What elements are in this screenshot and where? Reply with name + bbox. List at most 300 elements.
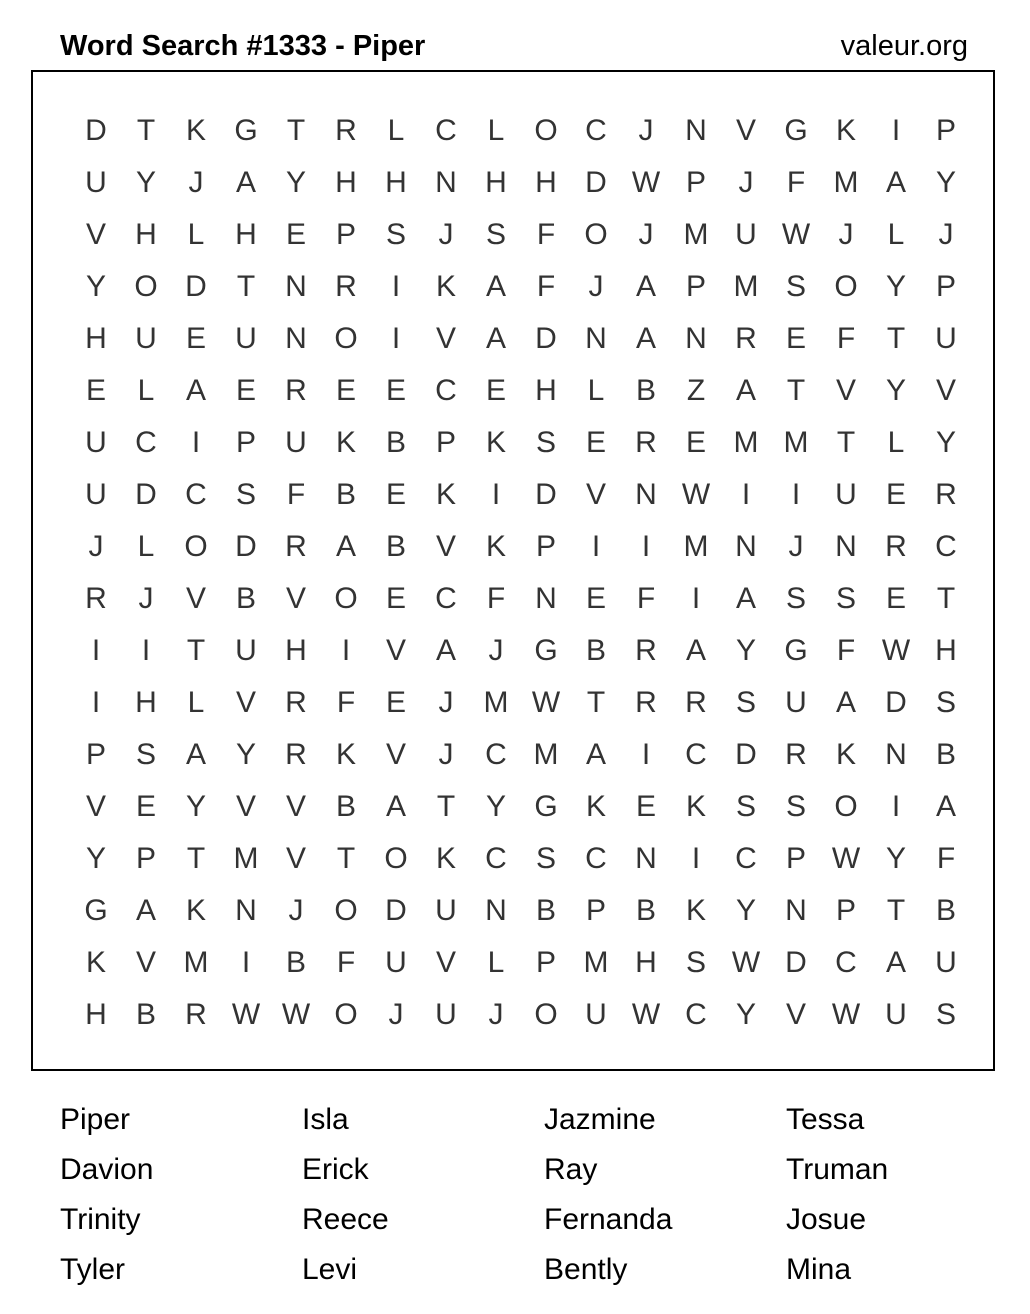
grid-cell[interactable]: I <box>641 738 651 771</box>
grid-cell[interactable]: B <box>585 634 606 667</box>
grid-cell[interactable]: C <box>585 842 607 875</box>
grid-cell[interactable]: K <box>435 478 456 511</box>
grid-cell[interactable]: R <box>935 478 957 511</box>
grid-cell[interactable]: D <box>135 478 157 511</box>
grid-cell[interactable]: P <box>85 738 106 771</box>
grid-cell[interactable]: L <box>137 530 155 563</box>
grid-cell[interactable]: Z <box>686 374 706 407</box>
grid-cell[interactable]: A <box>685 634 706 667</box>
grid-cell[interactable]: N <box>735 530 757 563</box>
grid-cell[interactable]: S <box>535 842 556 875</box>
grid-cell[interactable]: N <box>685 322 707 355</box>
grid-cell[interactable]: R <box>335 270 357 303</box>
grid-cell[interactable]: R <box>285 374 307 407</box>
grid-cell[interactable]: U <box>435 894 457 927</box>
grid-cell[interactable]: V <box>385 634 406 667</box>
grid-cell[interactable]: I <box>691 842 701 875</box>
grid-cell[interactable]: I <box>791 478 801 511</box>
grid-cell[interactable]: R <box>735 322 757 355</box>
grid-cell[interactable]: K <box>435 270 456 303</box>
grid-cell[interactable]: B <box>535 894 556 927</box>
grid-cell[interactable]: P <box>685 270 706 303</box>
grid-cell[interactable]: N <box>235 894 257 927</box>
grid-cell[interactable]: J <box>438 686 454 719</box>
grid-cell[interactable]: Y <box>735 634 756 667</box>
grid-cell[interactable]: E <box>335 374 356 407</box>
grid-cell[interactable]: J <box>438 218 454 251</box>
grid-cell[interactable]: O <box>584 218 608 251</box>
grid-cell[interactable]: Y <box>485 790 506 823</box>
grid-cell[interactable]: J <box>488 998 504 1031</box>
grid-cell[interactable]: F <box>536 270 556 303</box>
grid-cell[interactable]: I <box>91 634 101 667</box>
grid-cell[interactable]: M <box>833 166 859 199</box>
grid-cell[interactable]: F <box>936 842 956 875</box>
grid-cell[interactable]: P <box>235 426 256 459</box>
grid-cell[interactable]: E <box>385 686 406 719</box>
grid-cell[interactable]: O <box>534 998 558 1031</box>
grid-cell[interactable]: H <box>135 218 157 251</box>
grid-cell[interactable]: P <box>935 270 956 303</box>
grid-cell[interactable]: A <box>885 946 906 979</box>
grid-cell[interactable]: N <box>635 842 657 875</box>
grid-cell[interactable]: M <box>533 738 559 771</box>
grid-cell[interactable]: A <box>885 166 906 199</box>
grid-cell[interactable]: T <box>186 634 206 667</box>
grid-cell[interactable]: V <box>235 790 256 823</box>
grid-cell[interactable]: O <box>334 582 358 615</box>
grid-cell[interactable]: V <box>135 946 156 979</box>
grid-cell[interactable]: A <box>485 270 506 303</box>
grid-cell[interactable]: P <box>535 946 556 979</box>
grid-cell[interactable]: N <box>435 166 457 199</box>
grid-cell[interactable]: I <box>891 790 901 823</box>
grid-cell[interactable]: A <box>735 582 756 615</box>
grid-cell[interactable]: A <box>235 166 256 199</box>
grid-cell[interactable]: U <box>935 946 957 979</box>
grid-cell[interactable]: W <box>281 998 311 1031</box>
grid-cell[interactable]: L <box>487 946 505 979</box>
grid-cell[interactable]: J <box>88 530 104 563</box>
grid-cell[interactable]: B <box>935 894 956 927</box>
grid-cell[interactable]: U <box>735 218 757 251</box>
grid-cell[interactable]: U <box>235 634 257 667</box>
grid-cell[interactable]: G <box>84 894 108 927</box>
grid-cell[interactable]: K <box>485 530 506 563</box>
grid-cell[interactable]: K <box>835 114 856 147</box>
grid-cell[interactable]: U <box>85 166 107 199</box>
grid-cell[interactable]: B <box>385 530 406 563</box>
grid-cell[interactable]: S <box>385 218 406 251</box>
grid-cell[interactable]: M <box>583 946 609 979</box>
grid-cell[interactable]: K <box>185 894 206 927</box>
grid-cell[interactable]: R <box>185 998 207 1031</box>
grid-cell[interactable]: U <box>85 426 107 459</box>
grid-cell[interactable]: T <box>186 842 206 875</box>
grid-cell[interactable]: W <box>781 218 811 251</box>
grid-cell[interactable]: B <box>335 790 356 823</box>
grid-cell[interactable]: E <box>185 322 206 355</box>
grid-cell[interactable]: W <box>231 998 261 1031</box>
grid-cell[interactable]: Y <box>135 166 156 199</box>
grid-cell[interactable]: K <box>335 738 356 771</box>
grid-cell[interactable]: M <box>783 426 809 459</box>
grid-cell[interactable]: F <box>336 946 356 979</box>
grid-cell[interactable]: Y <box>935 426 956 459</box>
grid-cell[interactable]: C <box>735 842 757 875</box>
grid-cell[interactable]: I <box>191 426 201 459</box>
grid-cell[interactable]: G <box>234 114 258 147</box>
grid-cell[interactable]: P <box>335 218 356 251</box>
grid-cell[interactable]: Y <box>85 270 106 303</box>
grid-cell[interactable]: M <box>733 426 759 459</box>
grid-cell[interactable]: O <box>334 894 358 927</box>
grid-cell[interactable]: S <box>535 426 556 459</box>
grid-cell[interactable]: L <box>387 114 405 147</box>
grid-cell[interactable]: C <box>135 426 157 459</box>
grid-cell[interactable]: L <box>887 218 905 251</box>
grid-cell[interactable]: U <box>85 478 107 511</box>
grid-cell[interactable]: V <box>585 478 606 511</box>
grid-cell[interactable]: B <box>335 478 356 511</box>
grid-cell[interactable]: O <box>134 270 158 303</box>
grid-cell[interactable]: W <box>631 998 661 1031</box>
grid-cell[interactable]: J <box>138 582 154 615</box>
grid-cell[interactable]: J <box>438 738 454 771</box>
grid-cell[interactable]: F <box>486 582 506 615</box>
grid-cell[interactable]: W <box>881 634 911 667</box>
grid-cell[interactable]: S <box>735 686 756 719</box>
grid-cell[interactable]: A <box>185 738 206 771</box>
grid-cell[interactable]: I <box>391 322 401 355</box>
grid-cell[interactable]: K <box>185 114 206 147</box>
grid-cell[interactable]: J <box>638 114 654 147</box>
grid-cell[interactable]: O <box>334 322 358 355</box>
grid-cell[interactable]: V <box>785 998 806 1031</box>
grid-cell[interactable]: U <box>285 426 307 459</box>
grid-cell[interactable]: E <box>235 374 256 407</box>
grid-cell[interactable]: T <box>886 894 906 927</box>
grid-cell[interactable]: E <box>385 374 406 407</box>
grid-cell[interactable]: V <box>285 842 306 875</box>
grid-cell[interactable]: E <box>885 478 906 511</box>
grid-cell[interactable]: Y <box>735 998 756 1031</box>
grid-cell[interactable]: O <box>384 842 408 875</box>
grid-cell[interactable]: R <box>285 530 307 563</box>
grid-cell[interactable]: F <box>836 322 856 355</box>
grid-cell[interactable]: O <box>834 270 858 303</box>
grid-cell[interactable]: Y <box>735 894 756 927</box>
grid-cell[interactable]: P <box>435 426 456 459</box>
grid-cell[interactable]: L <box>187 218 205 251</box>
grid-cell[interactable]: F <box>336 686 356 719</box>
grid-cell[interactable]: D <box>535 322 557 355</box>
grid-cell[interactable]: I <box>141 634 151 667</box>
grid-cell[interactable]: J <box>788 530 804 563</box>
grid-cell[interactable]: K <box>85 946 106 979</box>
grid-cell[interactable]: W <box>681 478 711 511</box>
grid-cell[interactable]: U <box>785 686 807 719</box>
grid-cell[interactable]: K <box>435 842 456 875</box>
grid-cell[interactable]: C <box>185 478 207 511</box>
grid-cell[interactable]: I <box>491 478 501 511</box>
grid-cell[interactable]: L <box>487 114 505 147</box>
grid-cell[interactable]: T <box>436 790 456 823</box>
grid-cell[interactable]: I <box>241 946 251 979</box>
grid-cell[interactable]: V <box>735 114 756 147</box>
grid-cell[interactable]: U <box>585 998 607 1031</box>
grid-cell[interactable]: E <box>385 582 406 615</box>
grid-cell[interactable]: Y <box>185 790 206 823</box>
grid-cell[interactable]: C <box>435 582 457 615</box>
grid-cell[interactable]: L <box>137 374 155 407</box>
grid-cell[interactable]: K <box>485 426 506 459</box>
grid-cell[interactable]: D <box>785 946 807 979</box>
grid-cell[interactable]: B <box>385 426 406 459</box>
grid-cell[interactable]: B <box>235 582 256 615</box>
grid-cell[interactable]: A <box>635 322 656 355</box>
grid-cell[interactable]: M <box>683 530 709 563</box>
grid-cell[interactable]: I <box>741 478 751 511</box>
grid-cell[interactable]: V <box>185 582 206 615</box>
grid-cell[interactable]: H <box>485 166 507 199</box>
grid-cell[interactable]: S <box>835 582 856 615</box>
grid-cell[interactable]: S <box>485 218 506 251</box>
grid-cell[interactable]: N <box>535 582 557 615</box>
grid-cell[interactable]: E <box>285 218 306 251</box>
grid-cell[interactable]: R <box>785 738 807 771</box>
grid-cell[interactable]: N <box>585 322 607 355</box>
grid-cell[interactable]: F <box>286 478 306 511</box>
grid-cell[interactable]: M <box>183 946 209 979</box>
grid-cell[interactable]: S <box>135 738 156 771</box>
grid-cell[interactable]: N <box>685 114 707 147</box>
grid-cell[interactable]: W <box>631 166 661 199</box>
grid-cell[interactable]: V <box>435 946 456 979</box>
grid-cell[interactable]: L <box>887 426 905 459</box>
grid-cell[interactable]: J <box>838 218 854 251</box>
grid-cell[interactable]: O <box>334 998 358 1031</box>
grid-cell[interactable]: S <box>685 946 706 979</box>
grid-cell[interactable]: H <box>535 374 557 407</box>
grid-cell[interactable]: J <box>288 894 304 927</box>
grid-cell[interactable]: T <box>136 114 156 147</box>
grid-cell[interactable]: D <box>85 114 107 147</box>
grid-cell[interactable]: M <box>233 842 259 875</box>
grid-cell[interactable]: D <box>885 686 907 719</box>
grid-cell[interactable]: R <box>635 686 657 719</box>
grid-cell[interactable]: K <box>335 426 356 459</box>
grid-cell[interactable]: I <box>641 530 651 563</box>
grid-cell[interactable]: H <box>385 166 407 199</box>
grid-cell[interactable]: Y <box>885 842 906 875</box>
grid-cell[interactable]: N <box>885 738 907 771</box>
grid-cell[interactable]: T <box>936 582 956 615</box>
grid-cell[interactable]: J <box>638 218 654 251</box>
grid-cell[interactable]: E <box>635 790 656 823</box>
grid-cell[interactable]: G <box>784 114 808 147</box>
grid-cell[interactable]: V <box>435 322 456 355</box>
grid-cell[interactable]: H <box>335 166 357 199</box>
grid-cell[interactable]: A <box>835 686 856 719</box>
grid-cell[interactable]: N <box>485 894 507 927</box>
grid-cell[interactable]: V <box>285 790 306 823</box>
grid-cell[interactable]: T <box>886 322 906 355</box>
grid-cell[interactable]: T <box>236 270 256 303</box>
grid-cell[interactable]: V <box>235 686 256 719</box>
grid-cell[interactable]: H <box>85 998 107 1031</box>
grid-cell[interactable]: A <box>735 374 756 407</box>
grid-cell[interactable]: I <box>91 686 101 719</box>
grid-cell[interactable]: R <box>885 530 907 563</box>
grid-cell[interactable]: I <box>891 114 901 147</box>
grid-cell[interactable]: U <box>235 322 257 355</box>
grid-cell[interactable]: P <box>585 894 606 927</box>
grid-cell[interactable]: J <box>188 166 204 199</box>
grid-cell[interactable]: E <box>585 426 606 459</box>
grid-cell[interactable]: S <box>785 582 806 615</box>
grid-cell[interactable]: U <box>885 998 907 1031</box>
grid-cell[interactable]: M <box>683 218 709 251</box>
grid-cell[interactable]: R <box>335 114 357 147</box>
grid-cell[interactable]: A <box>635 270 656 303</box>
grid-cell[interactable]: E <box>585 582 606 615</box>
grid-cell[interactable]: K <box>685 894 706 927</box>
grid-cell[interactable]: H <box>135 686 157 719</box>
grid-cell[interactable]: E <box>485 374 506 407</box>
grid-cell[interactable]: R <box>85 582 107 615</box>
grid-cell[interactable]: T <box>836 426 856 459</box>
grid-cell[interactable]: E <box>135 790 156 823</box>
grid-cell[interactable]: P <box>935 114 956 147</box>
grid-cell[interactable]: H <box>85 322 107 355</box>
grid-cell[interactable]: P <box>685 166 706 199</box>
grid-cell[interactable]: A <box>485 322 506 355</box>
grid-cell[interactable]: P <box>785 842 806 875</box>
grid-cell[interactable]: D <box>185 270 207 303</box>
grid-cell[interactable]: W <box>831 998 861 1031</box>
grid-cell[interactable]: I <box>691 582 701 615</box>
grid-cell[interactable]: T <box>336 842 356 875</box>
grid-cell[interactable]: O <box>534 114 558 147</box>
grid-cell[interactable]: R <box>285 686 307 719</box>
grid-cell[interactable]: Y <box>85 842 106 875</box>
grid-cell[interactable]: T <box>586 686 606 719</box>
grid-cell[interactable]: Y <box>935 166 956 199</box>
grid-cell[interactable]: C <box>685 998 707 1031</box>
grid-cell[interactable]: C <box>485 842 507 875</box>
grid-cell[interactable]: G <box>784 634 808 667</box>
grid-cell[interactable]: M <box>483 686 509 719</box>
grid-cell[interactable]: U <box>435 998 457 1031</box>
grid-cell[interactable]: M <box>733 270 759 303</box>
grid-cell[interactable]: Y <box>235 738 256 771</box>
grid-cell[interactable]: H <box>635 946 657 979</box>
grid-cell[interactable]: A <box>435 634 456 667</box>
grid-cell[interactable]: S <box>785 270 806 303</box>
grid-cell[interactable]: N <box>635 478 657 511</box>
grid-cell[interactable]: D <box>585 166 607 199</box>
grid-cell[interactable]: A <box>935 790 956 823</box>
grid-cell[interactable]: A <box>135 894 156 927</box>
grid-cell[interactable]: V <box>935 374 956 407</box>
grid-cell[interactable]: S <box>935 686 956 719</box>
grid-cell[interactable]: R <box>285 738 307 771</box>
grid-cell[interactable]: T <box>786 374 806 407</box>
grid-cell[interactable]: Y <box>885 270 906 303</box>
grid-cell[interactable]: J <box>388 998 404 1031</box>
grid-cell[interactable]: B <box>935 738 956 771</box>
grid-cell[interactable]: J <box>488 634 504 667</box>
grid-cell[interactable]: O <box>184 530 208 563</box>
grid-cell[interactable]: I <box>341 634 351 667</box>
grid-cell[interactable]: W <box>531 686 561 719</box>
grid-cell[interactable]: C <box>585 114 607 147</box>
grid-cell[interactable]: J <box>738 166 754 199</box>
grid-cell[interactable]: G <box>534 634 558 667</box>
grid-cell[interactable]: V <box>835 374 856 407</box>
grid-cell[interactable]: P <box>135 842 156 875</box>
grid-cell[interactable]: N <box>835 530 857 563</box>
grid-cell[interactable]: N <box>785 894 807 927</box>
grid-cell[interactable]: C <box>435 374 457 407</box>
grid-cell[interactable]: C <box>935 530 957 563</box>
grid-cell[interactable]: R <box>685 686 707 719</box>
grid-cell[interactable]: E <box>85 374 106 407</box>
grid-cell[interactable]: J <box>938 218 954 251</box>
grid-cell[interactable]: S <box>235 478 256 511</box>
grid-cell[interactable]: F <box>536 218 556 251</box>
grid-cell[interactable]: C <box>485 738 507 771</box>
grid-cell[interactable]: H <box>535 166 557 199</box>
grid-cell[interactable]: V <box>85 790 106 823</box>
grid-cell[interactable]: V <box>85 218 106 251</box>
grid-cell[interactable]: U <box>935 322 957 355</box>
grid-cell[interactable]: A <box>335 530 356 563</box>
grid-cell[interactable]: D <box>385 894 407 927</box>
grid-cell[interactable]: R <box>635 426 657 459</box>
grid-cell[interactable]: N <box>285 270 307 303</box>
grid-cell[interactable]: C <box>685 738 707 771</box>
grid-cell[interactable]: R <box>635 634 657 667</box>
grid-cell[interactable]: L <box>587 374 605 407</box>
grid-cell[interactable]: A <box>385 790 406 823</box>
grid-cell[interactable]: U <box>135 322 157 355</box>
grid-cell[interactable]: V <box>385 738 406 771</box>
grid-cell[interactable]: P <box>835 894 856 927</box>
grid-cell[interactable]: N <box>285 322 307 355</box>
grid-cell[interactable]: L <box>187 686 205 719</box>
grid-cell[interactable]: C <box>835 946 857 979</box>
grid-cell[interactable]: T <box>286 114 306 147</box>
grid-cell[interactable]: Y <box>285 166 306 199</box>
grid-cell[interactable]: F <box>836 634 856 667</box>
grid-cell[interactable]: W <box>831 842 861 875</box>
grid-cell[interactable]: P <box>535 530 556 563</box>
grid-cell[interactable]: H <box>285 634 307 667</box>
grid-cell[interactable]: E <box>385 478 406 511</box>
grid-cell[interactable]: U <box>385 946 407 979</box>
grid-cell[interactable]: O <box>834 790 858 823</box>
grid-cell[interactable]: G <box>534 790 558 823</box>
grid-cell[interactable]: V <box>285 582 306 615</box>
grid-cell[interactable]: A <box>585 738 606 771</box>
grid-cell[interactable]: A <box>185 374 206 407</box>
grid-cell[interactable]: E <box>785 322 806 355</box>
grid-cell[interactable]: J <box>588 270 604 303</box>
grid-cell[interactable]: Y <box>885 374 906 407</box>
grid-cell[interactable]: F <box>636 582 656 615</box>
